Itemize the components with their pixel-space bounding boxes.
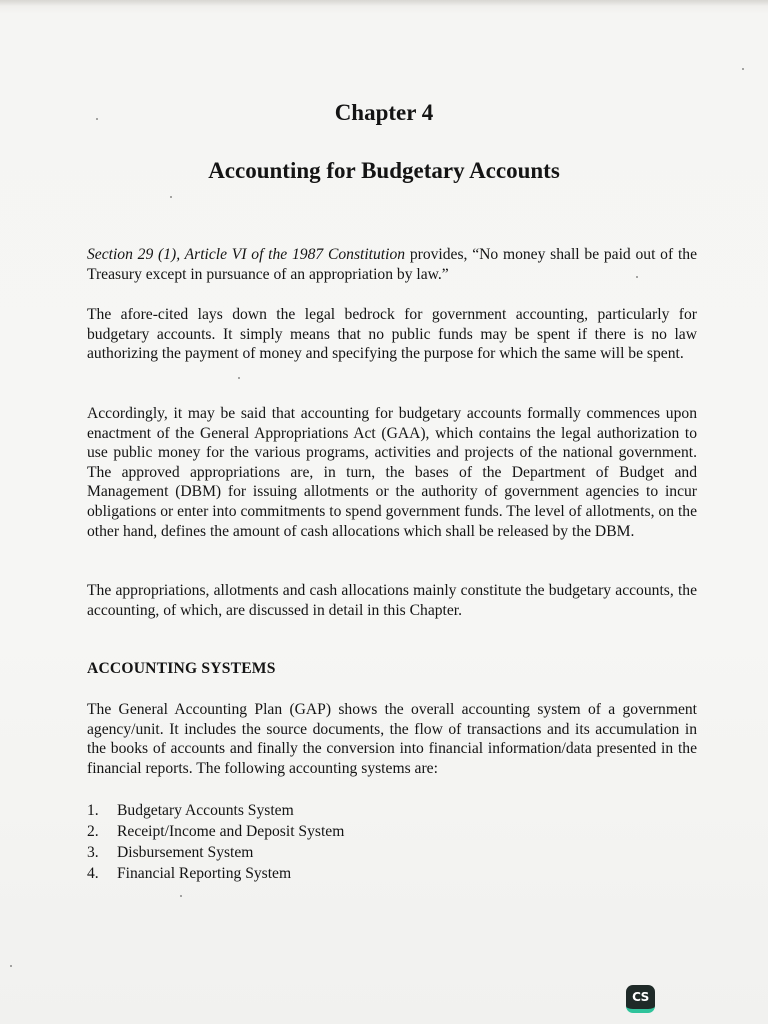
accounting-systems-list	[87, 800, 587, 884]
list-item-label: Receipt/Income and Deposit System	[117, 823, 345, 840]
paragraph-gap: The General Accounting Plan (GAP) shows the overall accounting system of a government agency/unit. It includes the source documents, the flow of transactions and its accumulation in the books of accounts and finally the conversion into financial information/data presented in the financial reports. The following accounting systems are:	[87, 701, 697, 777]
paragraph-gaa: Accordingly, it may be said that accounting for budgetary accounts formally commences upon enactment of the General Appropriations Act (GAA), which contains the legal authorization to use public money for the various programs, activities and projects of the national government. The approved appropriations are, in turn, the bases of the Department of Budget and Management (DBM) for issuing allotments or the authority of government agencies to incur obligations or enter into commitments to spend government funds. The level of allotments, on the other hand, defines the amount of cash allocations which shall be released by the DBM.	[87, 405, 697, 540]
scan-speck	[238, 377, 240, 379]
constitution-citation: Section 29 (1), Article VI of the 1987 Constitution	[87, 246, 406, 263]
chapter-title: Accounting for Budgetary Accounts	[208, 158, 560, 183]
paragraph-budgetary-accounts: The appropriations, allotments and cash allocations mainly constitute the budgetary accounts, the accounting, of which, are discussed in detail in this Chapter.	[87, 582, 697, 619]
scan-speck	[170, 196, 172, 198]
list-item	[87, 821, 587, 842]
list-item-number: 1.	[87, 802, 99, 819]
list-item-label: Disbursement System	[117, 844, 254, 861]
list-item-number: 2.	[87, 823, 99, 840]
list-item	[87, 842, 587, 863]
page-top-edge	[0, 0, 768, 6]
chapter-label: Chapter 4	[334, 100, 434, 125]
list-item-number: 3.	[87, 844, 99, 861]
scan-speck	[636, 276, 638, 278]
scan-speck	[180, 895, 182, 897]
list-item-label: Budgetary Accounts System	[117, 802, 294, 819]
paragraph-constitution	[87, 245, 697, 284]
camscanner-logo-icon: CS	[626, 985, 655, 1013]
scan-speck	[742, 68, 744, 70]
section-heading: ACCOUNTING SYSTEMS	[87, 660, 276, 677]
list-item	[87, 863, 587, 884]
scan-speck	[96, 118, 98, 120]
scan-speck	[10, 965, 12, 967]
constitution-quote: provides, “No money shall be paid out of the Treasury except in pursuance of an appropriation by law.”	[87, 246, 697, 283]
list-item-number: 4.	[87, 865, 99, 882]
paragraph-legal-bedrock: The afore-cited lays down the legal bedrock for government accounting, particularly for budgetary accounts. It simply means that no public funds may be spent if there is no law authorizing the payment of money and specifying the purpose for which the same will be spent.	[87, 306, 697, 363]
list-item	[87, 800, 587, 821]
list-item-label: Financial Reporting System	[117, 865, 292, 882]
